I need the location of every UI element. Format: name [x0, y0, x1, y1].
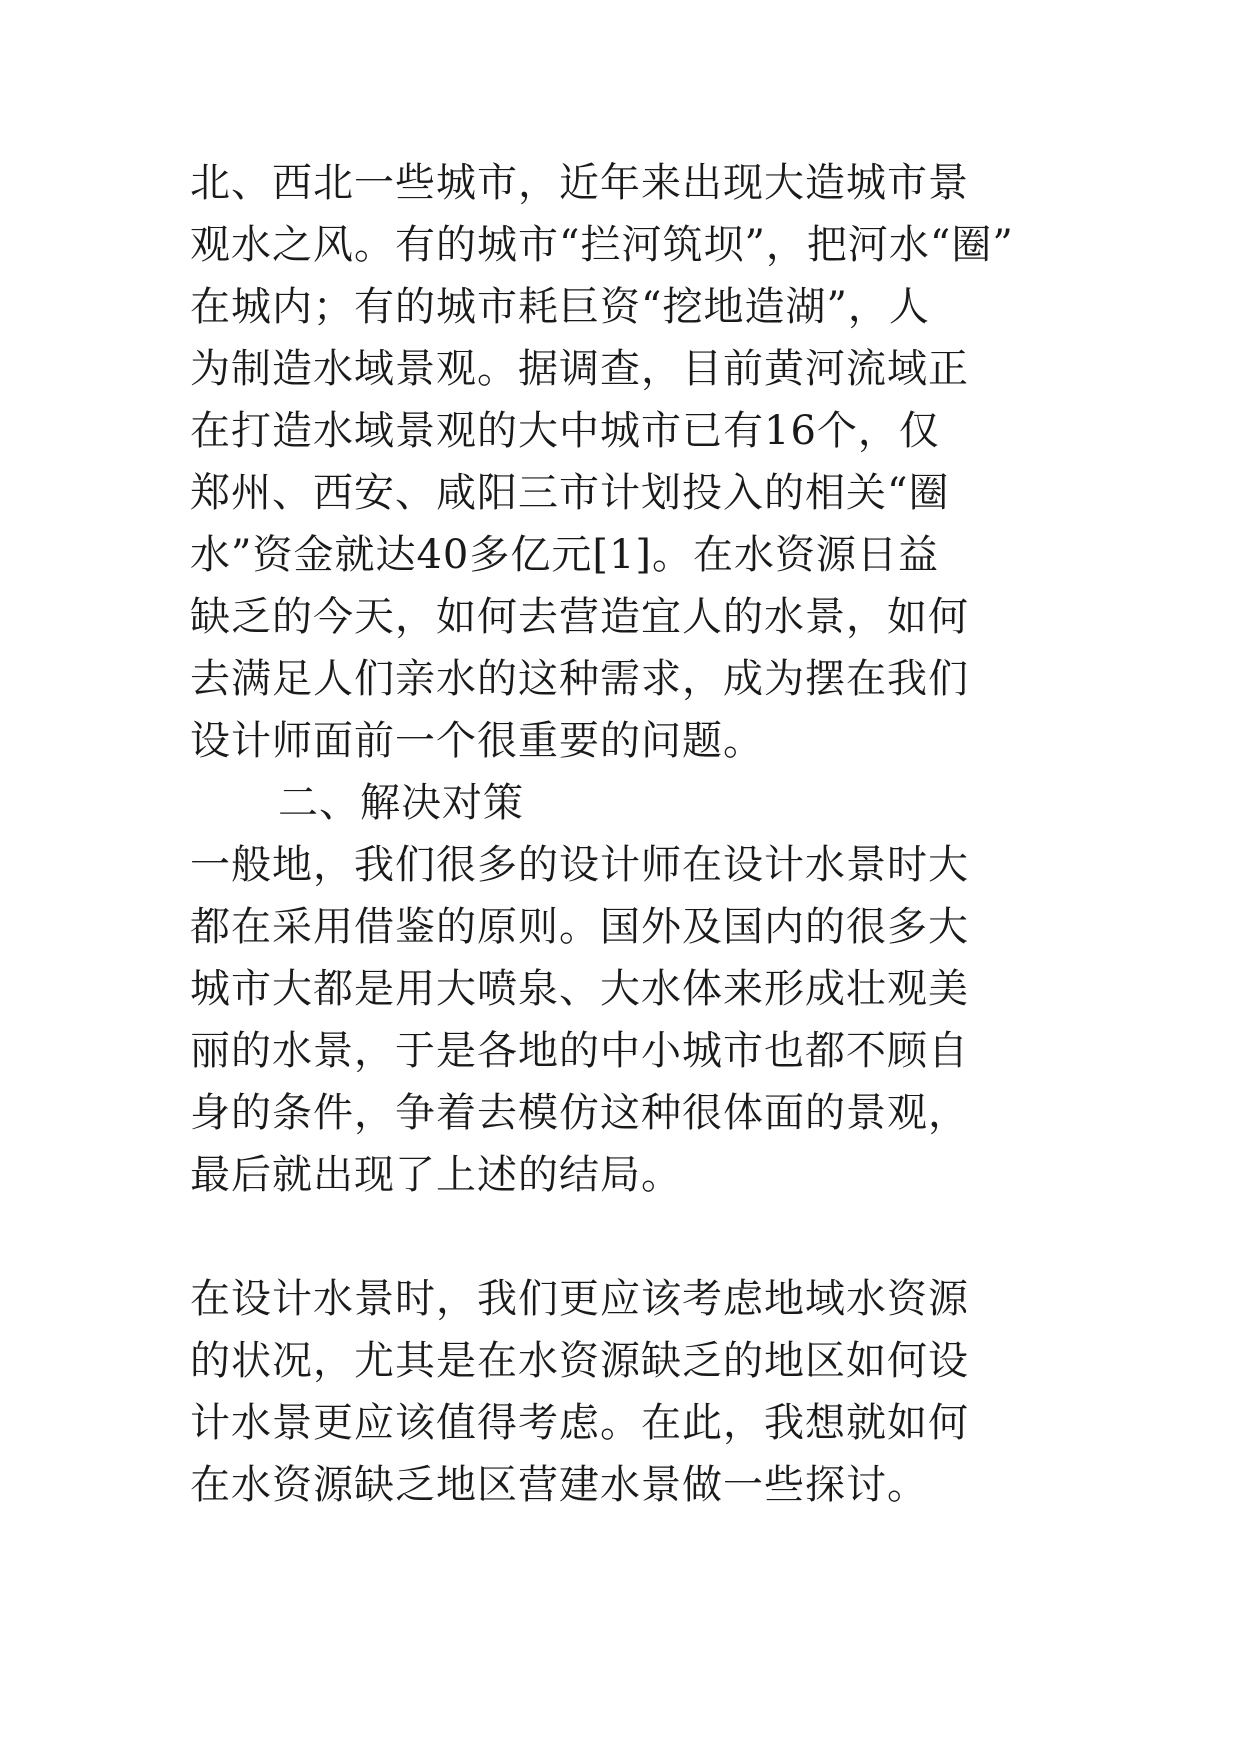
text-line: 水”资金就达40多亿元[1]。在水资源日益: [190, 532, 940, 578]
text-line: 观水之风。有的城市“拦河筑坝”，把河水“圈”: [190, 222, 1014, 268]
text-line: 的状况，尤其是在水资源缺乏的地区如何设: [190, 1338, 969, 1384]
text-line: 在城内；有的城市耗巨资“挖地造湖”，人: [190, 284, 930, 330]
text-line: 都在采用借鉴的原则。国外及国内的很多大: [190, 904, 969, 950]
text-line: 城市大都是用大喷泉、大水体来形成壮观美: [190, 966, 969, 1012]
section-heading: 二、解决对策: [278, 780, 524, 826]
paragraph-spacer: [190, 1206, 1090, 1268]
text-line: 在设计水景时，我们更应该考虑地域水资源: [190, 1276, 969, 1322]
text-line: 北、西北一些城市，近年来出现大造城市景: [190, 160, 969, 206]
paragraph-2: [190, 834, 1090, 1206]
text-line: 身的条件，争着去模仿这种很体面的景观，: [190, 1090, 969, 1136]
text-line: 丽的水景，于是各地的中小城市也都不顾自: [190, 1028, 969, 1074]
paragraph-3: [190, 1268, 1090, 1516]
text-line: 计水景更应该值得考虑。在此，我想就如何: [190, 1400, 969, 1446]
document-page: [190, 152, 1090, 1516]
text-line: 一般地，我们很多的设计师在设计水景时大: [190, 842, 969, 888]
text-line: 缺乏的今天，如何去营造宜人的水景，如何: [190, 594, 969, 640]
text-line: 设计师面前一个很重要的问题。: [190, 718, 764, 764]
text-line: 为制造水域景观。据调查，目前黄河流域正: [190, 346, 969, 392]
paragraph-1: [190, 152, 1090, 772]
text-line: 郑州、西安、咸阳三市计划投入的相关“圈: [190, 470, 950, 516]
text-line: 在水资源缺乏地区营建水景做一些探讨。: [190, 1462, 928, 1508]
text-line: 在打造水域景观的大中城市已有16个，仅: [190, 408, 940, 454]
text-line: 去满足人们亲水的这种需求，成为摆在我们: [190, 656, 969, 702]
text-line: 最后就出现了上述的结局。: [190, 1152, 682, 1198]
